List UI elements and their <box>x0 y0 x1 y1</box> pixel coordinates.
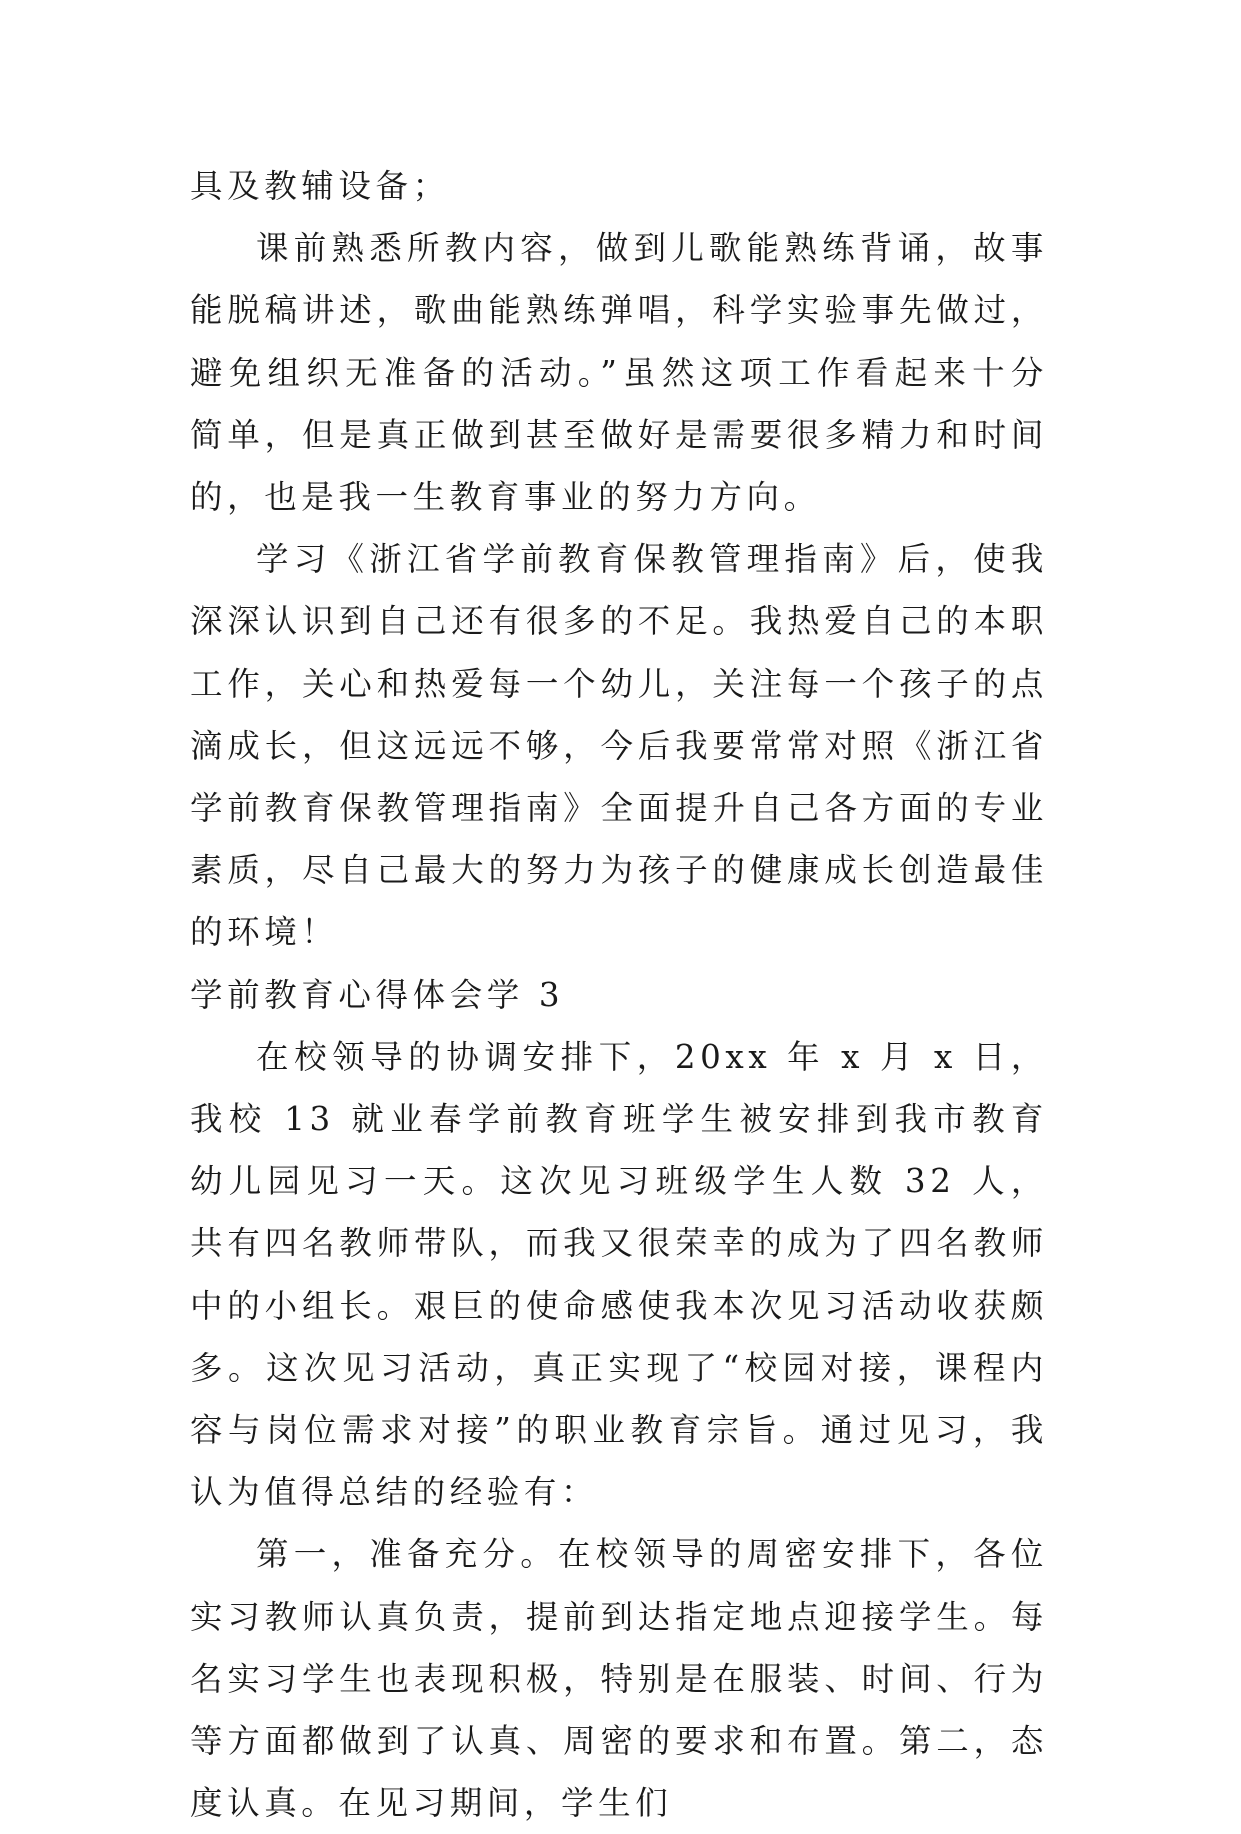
section-heading: 学前教育心得体会学 3 <box>190 975 565 1014</box>
paragraph-internship-intro: 在校领导的协调安排下，20xx 年 x 月 x 日，我校 13 就业春学前教育班学生被安排到我市教育幼儿园见习一天。这次见习班级学生人数 32 人，共有四名教师带队，而我又很荣幸的成为了四名教师中的小组长。艰巨的使命感使我本次见习活动收获颇多。这次见习活动，真正实现了“校园对接，课程内容与岗位需求对接”的职业教育宗旨。通过见习，我认为值得总结的经验有： <box>190 1037 1048 1512</box>
paragraph-experience-first: 第一，准备充分。在校领导的周密安排下，各位实习教师认真负责，提前到达指定地点迎接学生。每名实习学生也表现积极，特别是在服装、时间、行为等方面都做到了认真、周密的要求和布置。第二，态度认真。在见习期间，学生们 <box>190 1535 1048 1823</box>
paragraph-lesson-preparation: 课前熟悉所教内容，做到儿歌能熟练背诵，故事能脱稿讲述，歌曲能熟练弹唱，科学实验事先做过，避免组织无准备的活动。”虽然这项工作看起来十分简单，但是真正做到甚至做好是需要很多精力和时间的，也是我一生教育事业的努力方向。 <box>190 229 1048 517</box>
paragraph-continuation: 具及教辅设备； <box>190 167 450 205</box>
paragraph-guide-study: 学习《浙江省学前教育保教管理指南》后，使我深深认识到自己还有很多的不足。我热爱自己的本职工作，关心和热爱每一个幼儿，关注每一个孩子的点滴成长，但这远远不够，今后我要常常对照《浙江省学前教育保教管理指南》全面提升自己各方面的专业素质，尽自己最大的努力为孩子的健康成长创造最佳的环境！ <box>190 540 1048 952</box>
document-body <box>190 155 1048 1834</box>
